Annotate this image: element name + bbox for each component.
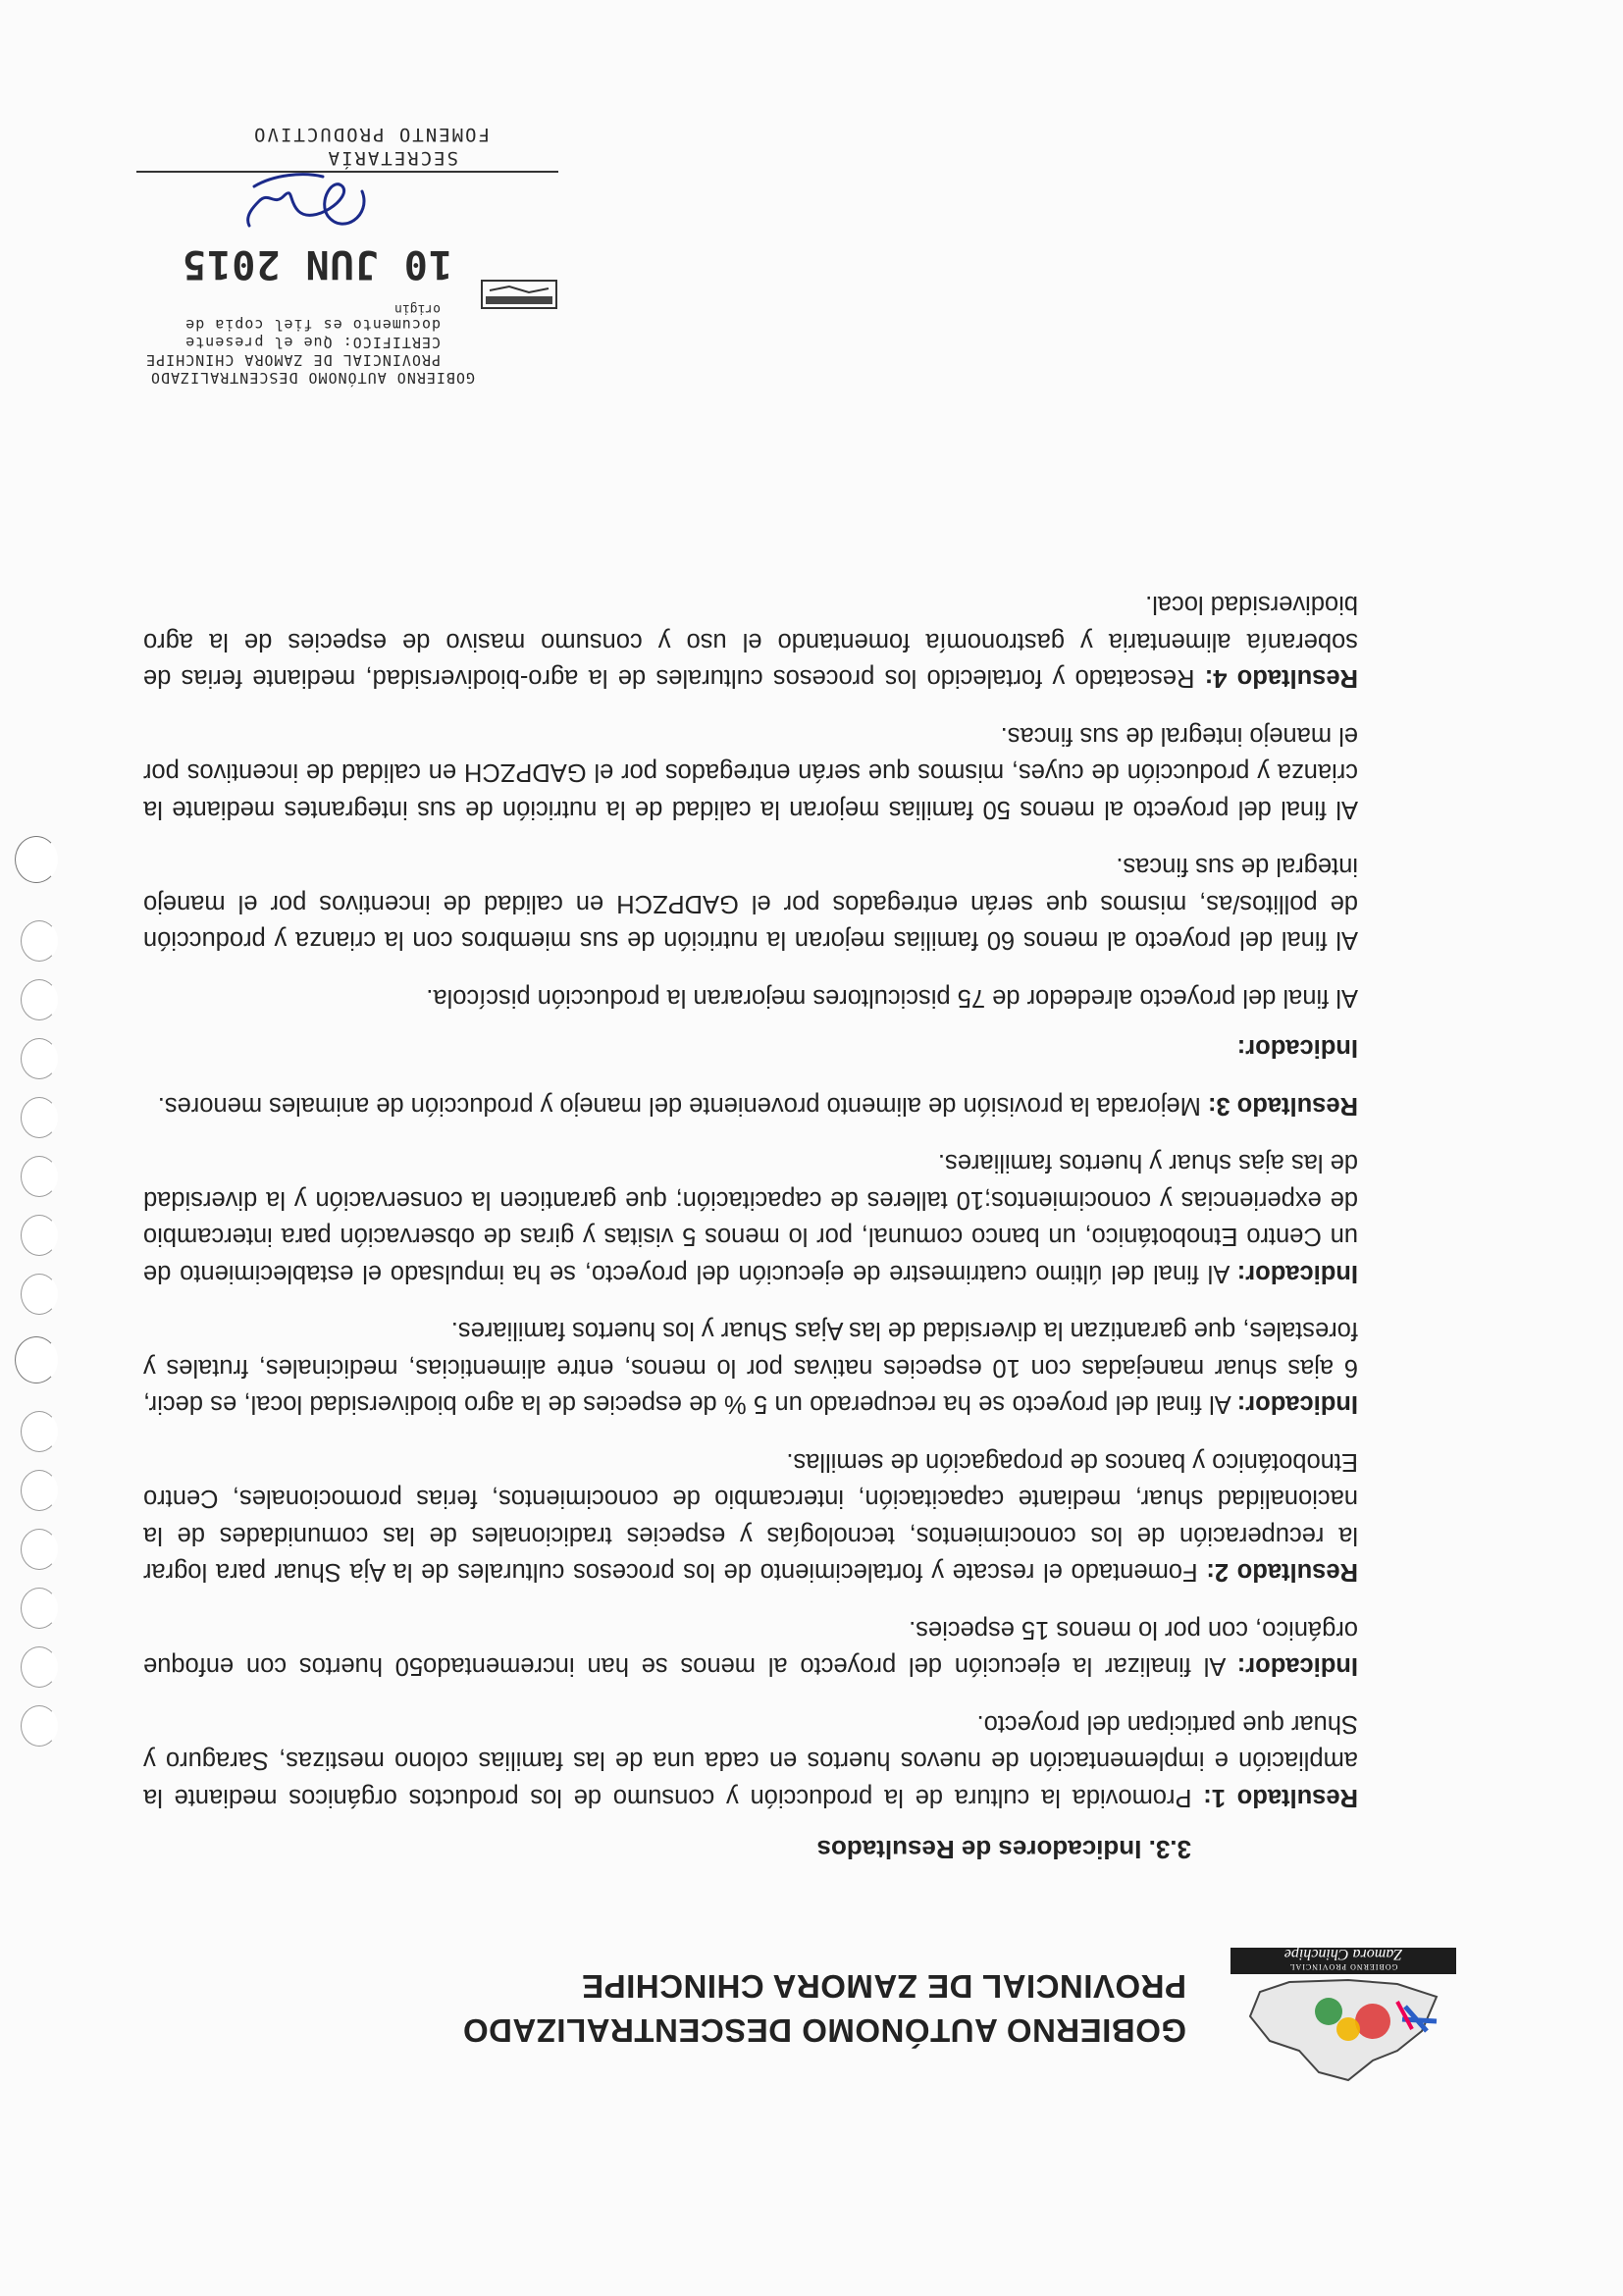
binder-hole (21, 1274, 58, 1315)
paragraph-indicador-2b (143, 1144, 1358, 1291)
paragraph-indicador-3b (143, 848, 1358, 959)
paragraph-resultado-3 (143, 1087, 1358, 1124)
signature-icon (235, 167, 382, 245)
stamp-line-4: documento es fiel copia de (184, 316, 441, 334)
provincial-logo (1221, 1943, 1466, 2090)
paragraph-label: Resultado 3: (1207, 1092, 1358, 1120)
binder-hole (21, 1470, 58, 1511)
paragraph-label: Indicador: (1236, 1652, 1358, 1681)
paragraph-text: Promovida la cultura de la producción y consumo de los productos orgánicos mediante la ampliación e implementación de nuevos huertos en cada una de las familias colono mestizas, Saraguro y Shuar que participan del proyecto. (143, 1710, 1358, 1811)
paragraph-text: Al final del proyecto alrededor de 75 piscicultores mejoraran la producción piscícola. (426, 984, 1358, 1012)
paragraph-resultado-1 (143, 1705, 1358, 1816)
paragraph-indicador-2a (143, 1312, 1358, 1423)
binder-holes (19, 765, 58, 1747)
binder-hole (21, 1215, 58, 1256)
paragraph-resultado-2 (143, 1443, 1358, 1591)
paragraph-label: Indicador: (1236, 1390, 1358, 1419)
paragraph-text: Al final del proyecto al menos 50 familias mejoran la calidad de la nutrición de sus integrantes mediante la crianza y producción de cuyes, mismos que serán entregados por el GADPZCH en calidad de incentivos por el manejo integral de sus fincas. (143, 722, 1358, 823)
paragraph-label: Resultado 2: (1206, 1558, 1358, 1587)
logo-banner (1230, 1948, 1456, 1974)
binder-hole (21, 1038, 58, 1079)
paragraph-indicador-3c (143, 717, 1358, 828)
header-title (462, 1964, 1186, 2053)
paragraph-text: Al final del proyecto se ha recuperado un 5 % de especies de la agro biodiversidad local, es decir, 6 ajas shuar manejadas con 10 especies nativas por lo menos, entre alimenticias, medicinales, frutales y forestales, que garantizan la diversidad de las Ajas Shuar y los huertos familiares. (143, 1317, 1358, 1419)
paragraph-indicador-1 (143, 1611, 1358, 1685)
paragraph-text: Fomentado el rescate y fortalecimiento de los procesos culturales de la Aja Shuar para lograr la recuperación de los conocimientos, tecnologías y especies tradicionales de las comunidades de la nacionalidad shuar, mediante capacitación, intercambio de conocimientos, ferias promocionales, Centro Etnobotánico y bancos de propagación de semillas. (142, 1448, 1358, 1587)
document-body (143, 565, 1358, 1815)
binder-hole (21, 1411, 58, 1452)
stamp-line-1: GOBIERNO AUTÓNOMO DESCENTRALIZADO (149, 369, 475, 387)
paragraph-indicador-3-heading (143, 1029, 1358, 1067)
logo-caption: Zamora Chinchipe (1283, 1946, 1403, 1962)
binder-hole (15, 836, 58, 883)
binder-hole (21, 1705, 58, 1747)
header-title-line2: PROVINCIAL DE ZAMORA CHINCHIPE (581, 1968, 1186, 2005)
paragraph-text: Al finalizar la ejecución del proyecto al menos se han incrementado50 huertos con enfoque orgánico, con por lo menos 15 especies. (143, 1616, 1358, 1681)
paragraph-indicador-3a (143, 979, 1358, 1017)
stamp-line-5: origin (394, 301, 441, 316)
paragraph-resultado-4 (143, 586, 1358, 697)
paragraph-label: Resultado 4: (1204, 664, 1358, 693)
province-map-icon (1221, 1972, 1466, 2090)
stamp-line-3: CERTIFICO: Que el presente (184, 334, 441, 351)
certification-stamp (107, 108, 568, 392)
binder-hole (21, 1588, 58, 1629)
paragraph-text: Al final del último cuatrimestre de ejecución del proyecto, se ha impulsado el establecimiento de un Centro Etnobotánico, un banco comunal, por lo menos 5 visitas y giras de observación para intercambio de experiencias y conocimientos;10 talleres de capacitación; que garanticen la conservación y la diversidad de las ajas shuar y huertos familiares. (143, 1149, 1358, 1287)
stamp-date: 10 JUN 2015 (182, 241, 452, 287)
binder-hole (21, 1097, 58, 1138)
binder-hole (21, 1646, 58, 1688)
stamp-seal-icon (480, 279, 558, 310)
stamp-rule (136, 171, 558, 173)
binder-hole (21, 979, 58, 1020)
binder-hole (21, 1529, 58, 1570)
paragraph-label: Indicador: (1236, 1034, 1358, 1063)
header-title-line1: GOBIERNO AUTÓNOMO DESCENTRALIZADO (462, 2012, 1186, 2049)
stamp-office-line-1: SECRETARÍA (326, 147, 458, 169)
paragraph-text: Mejorada la provisión de alimento proveniente del manejo y producción de animales menores. (157, 1092, 1208, 1120)
binder-hole (21, 920, 58, 962)
section-title: 3.3. Indicadores de Resultados (816, 1835, 1191, 1864)
stamp-line-2: PROVINCIAL DE ZAMORA CHINCHIPE (145, 351, 441, 369)
binder-hole (21, 1156, 58, 1197)
binder-hole (15, 1336, 58, 1383)
stamp-office-line-2: FOMENTO PRODUCTIVO (252, 124, 490, 145)
paragraph-label: Indicador: (1236, 1260, 1358, 1287)
paragraph-text: Al final del proyecto al menos 60 familias mejoran la nutrición de sus miembros con la crianza y producción de pollitos/as, mismos que serán entregados por el GADPZCH en calidad de incentivos por el manejo integral de sus fincas. (143, 853, 1358, 955)
logo-caption-small: GOBIERNO PROVINCIAL (1288, 1962, 1398, 1971)
paragraph-text: Rescatado y fortalecido los procesos culturales de la agro-biodiversidad, mediante ferias de soberanía alimentaria y gastronomía fomentando el uso y consumo masivo de especies de la agro biodiversidad local. (142, 591, 1358, 693)
paragraph-label: Resultado 1: (1203, 1784, 1358, 1811)
